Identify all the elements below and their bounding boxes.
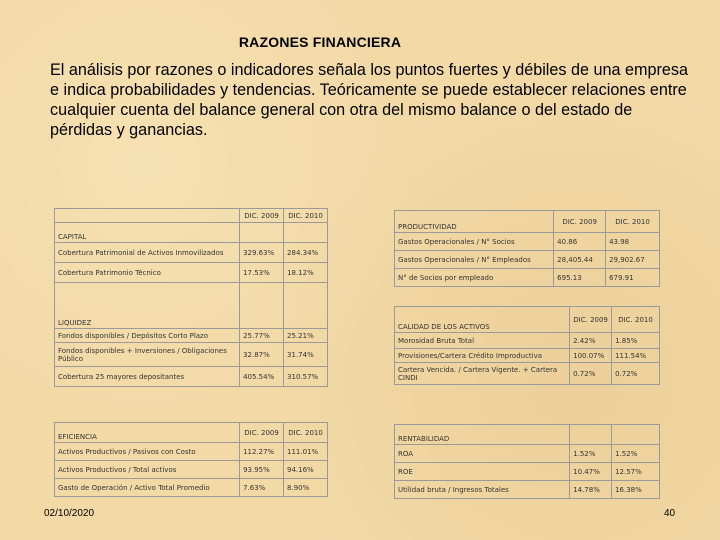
row-value-2010: 111.01% xyxy=(284,443,328,461)
row-value-2010: 25.21% xyxy=(284,329,328,343)
row-value-2009: 2.42% xyxy=(570,333,612,349)
row-value-2010: 29,902.67 xyxy=(606,251,660,269)
row-label: Cobertura 25 mayores depositantes xyxy=(55,367,240,387)
table-row xyxy=(395,269,660,287)
row-value-2010: 284.34% xyxy=(284,243,328,263)
row-value-2010: 31.74% xyxy=(284,343,328,367)
table-row xyxy=(55,461,328,479)
row-label: Fondos disponibles / Depósitos Corto Plazo xyxy=(55,329,240,343)
header-2009: DIC. 2009 xyxy=(240,423,284,443)
row-value-2009: 100.07% xyxy=(570,349,612,363)
row-value-2009: 25.77% xyxy=(240,329,284,343)
row-value-2010: 1.52% xyxy=(612,445,660,463)
row-label: Activos Productivos / Pasivos con Costo xyxy=(55,443,240,461)
row-value-2009: 695.13 xyxy=(554,269,606,287)
row-value-2010: 12.57% xyxy=(612,463,660,481)
row-value-2010: 8.90% xyxy=(284,479,328,497)
blank-cell xyxy=(240,223,284,243)
section-capital: CAPITAL xyxy=(55,223,240,243)
calidad-activos-table xyxy=(394,306,660,385)
row-label: Activos Productivos / Total activos xyxy=(55,461,240,479)
row-value-2009: 40.86 xyxy=(554,233,606,251)
row-value-2009: 28,405.44 xyxy=(554,251,606,269)
header-2010: DIC. 2010 xyxy=(606,211,660,233)
row-label: Cartera Vencida. / Cartera Vigente. + Cartera CINDI xyxy=(395,363,570,385)
blank-cell xyxy=(284,223,328,243)
table-row xyxy=(55,343,328,367)
row-label: N° de Socios por empleado xyxy=(395,269,554,287)
row-value-2009: 405.54% xyxy=(240,367,284,387)
slide-title xyxy=(0,34,720,50)
row-label: Cobertura Patrimonio Técnico xyxy=(55,263,240,283)
row-label: ROE xyxy=(395,463,570,481)
productividad-table xyxy=(394,210,660,287)
section-eficiencia: EFICIENCIA xyxy=(55,423,240,443)
row-value-2010: 94.16% xyxy=(284,461,328,479)
table-row xyxy=(55,263,328,283)
eficiencia-table xyxy=(54,422,328,497)
row-value-2009: 7.63% xyxy=(240,479,284,497)
section-calidad: CALIDAD DE LOS ACTIVOS xyxy=(395,307,570,333)
row-value-2009: 112.27% xyxy=(240,443,284,461)
header-2009: DIC. 2009 xyxy=(240,209,284,223)
row-value-2009: 17.53% xyxy=(240,263,284,283)
row-value-2010: 1.85% xyxy=(612,333,660,349)
slide-title-text: RAZONES FINANCIERA xyxy=(238,34,402,50)
section-rentabilidad: RENTABILIDAD xyxy=(395,425,570,445)
capital-liquidez-table xyxy=(54,208,328,387)
row-label: Gasto de Operación / Activo Total Promedio xyxy=(55,479,240,497)
table-row xyxy=(395,349,660,363)
intro-paragraph: El análisis por razones o indicadores señala los puntos fuertes y débiles de una empresa e indica probabilidades y tendencias. Teóricamente se puede establecer relaciones entre cualquier cuenta del balance general con otra del mismo balance o del estado de pérdidas y ganancias. xyxy=(50,61,688,139)
row-value-2010: 18.12% xyxy=(284,263,328,283)
row-label: Gastos Operacionales / N° Socios xyxy=(395,233,554,251)
table-row xyxy=(55,329,328,343)
table-row xyxy=(395,251,660,269)
table-row xyxy=(55,479,328,497)
blank-cell xyxy=(570,425,612,445)
row-label: Gastos Operacionales / N° Empleados xyxy=(395,251,554,269)
row-value-2010: 0.72% xyxy=(612,363,660,385)
row-value-2009: 0.72% xyxy=(570,363,612,385)
header-2010: DIC. 2010 xyxy=(284,209,328,223)
table-row xyxy=(55,443,328,461)
section-productividad: PRODUCTIVIDAD xyxy=(395,211,554,233)
table-row xyxy=(395,445,660,463)
slide-date: 02/10/2020 xyxy=(44,508,95,519)
header-2010: DIC. 2010 xyxy=(284,423,328,443)
row-value-2009: 93.95% xyxy=(240,461,284,479)
row-label: Provisiones/Cartera Crédito Improductiva xyxy=(395,349,570,363)
row-value-2009: 10.47% xyxy=(570,463,612,481)
table-row xyxy=(55,367,328,387)
table-row xyxy=(395,363,660,385)
blank-cell xyxy=(612,425,660,445)
blank-cell xyxy=(240,283,284,329)
header-blank xyxy=(55,209,240,223)
row-label: Morosidad Bruta Total xyxy=(395,333,570,349)
slide-page-number: 40 xyxy=(664,508,676,519)
table-row xyxy=(395,233,660,251)
row-label: Utilidad bruta / Ingresos Totales xyxy=(395,481,570,499)
table-row xyxy=(395,333,660,349)
row-value-2010: 679.91 xyxy=(606,269,660,287)
table-row xyxy=(395,481,660,499)
row-value-2009: 14.78% xyxy=(570,481,612,499)
rentabilidad-table xyxy=(394,424,660,499)
section-liquidez: LIQUIDEZ xyxy=(55,283,240,329)
header-2010: DIC. 2010 xyxy=(612,307,660,333)
row-value-2010: 16.38% xyxy=(612,481,660,499)
row-label: Fondos disponibles + Inversiones / Obligaciones Público xyxy=(55,343,240,367)
table-row xyxy=(55,243,328,263)
header-2009: DIC. 2009 xyxy=(570,307,612,333)
table-row xyxy=(395,463,660,481)
row-value-2009: 1.52% xyxy=(570,445,612,463)
row-value-2010: 43.98 xyxy=(606,233,660,251)
blank-cell xyxy=(284,283,328,329)
row-label: Cobertura Patrimonial de Activos Inmovilizados xyxy=(55,243,240,263)
row-value-2010: 111.54% xyxy=(612,349,660,363)
row-label: ROA xyxy=(395,445,570,463)
header-2009: DIC. 2009 xyxy=(554,211,606,233)
row-value-2009: 32.87% xyxy=(240,343,284,367)
row-value-2010: 310.57% xyxy=(284,367,328,387)
row-value-2009: 329.63% xyxy=(240,243,284,263)
